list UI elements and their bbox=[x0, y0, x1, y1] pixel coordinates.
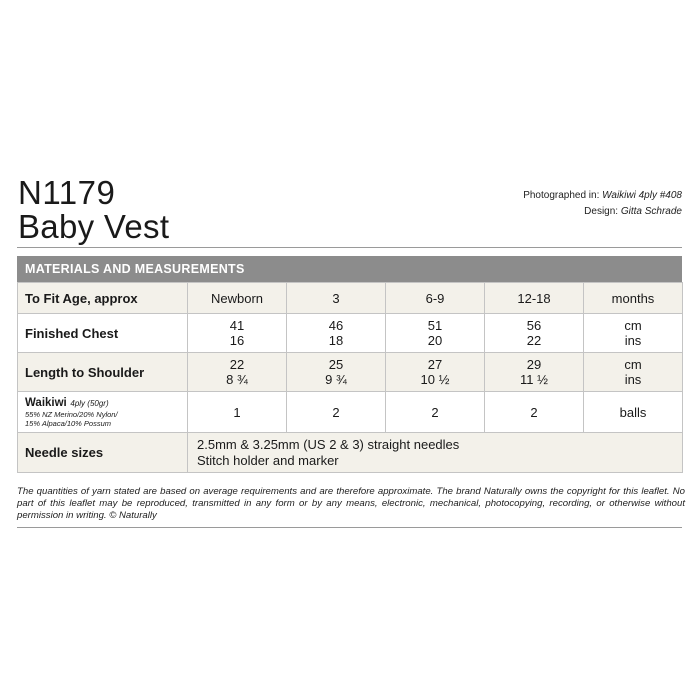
length-cell bbox=[485, 353, 584, 392]
pattern-name: Baby Vest bbox=[18, 208, 170, 245]
table-row bbox=[18, 314, 683, 353]
row-label-needles: Needle sizes bbox=[18, 433, 188, 473]
balls-cell: 2 bbox=[485, 392, 584, 433]
balls-cell: 2 bbox=[386, 392, 485, 433]
chest-ins: 22 bbox=[526, 333, 542, 348]
chest-cell bbox=[188, 314, 287, 353]
balls-cell: 1 bbox=[188, 392, 287, 433]
size-cell: Newborn bbox=[188, 283, 287, 314]
chest-cm: 46 bbox=[328, 318, 344, 333]
design-line bbox=[523, 204, 682, 220]
table-row bbox=[18, 353, 683, 392]
unit-ins: ins bbox=[624, 372, 642, 387]
footer-divider bbox=[17, 527, 682, 528]
table-row bbox=[18, 392, 683, 433]
unit-cell bbox=[584, 314, 683, 353]
row-label-length: Length to Shoulder bbox=[18, 353, 188, 392]
photographed-label: Photographed in: bbox=[523, 190, 600, 201]
length-cm: 27 bbox=[427, 357, 443, 372]
photographed-value: Waikiwi 4ply #408 bbox=[602, 190, 682, 201]
design-label: Design: bbox=[584, 206, 619, 217]
header-divider bbox=[17, 247, 682, 248]
unit-cell: balls bbox=[584, 392, 683, 433]
unit-cell bbox=[584, 353, 683, 392]
chest-ins: 16 bbox=[229, 333, 245, 348]
length-ins: 10 ½ bbox=[420, 372, 450, 387]
yarn-label-cell bbox=[18, 392, 188, 433]
pattern-title-block bbox=[18, 176, 169, 244]
length-cm: 29 bbox=[526, 357, 542, 372]
needles-line1: 2.5mm & 3.25mm (US 2 & 3) straight needles bbox=[197, 436, 460, 452]
chest-cell bbox=[485, 314, 584, 353]
length-cm: 22 bbox=[229, 357, 245, 372]
yarn-name: Waikiwi bbox=[25, 397, 67, 409]
needles-line2: Stitch holder and marker bbox=[197, 452, 339, 468]
photographed-line bbox=[523, 188, 682, 204]
row-label-age: To Fit Age, approx bbox=[18, 283, 188, 314]
pattern-credits bbox=[523, 188, 682, 220]
chest-cm: 51 bbox=[427, 318, 443, 333]
size-cell: 3 bbox=[287, 283, 386, 314]
unit-cell: months bbox=[584, 283, 683, 314]
chest-ins: 20 bbox=[427, 333, 443, 348]
chest-cell bbox=[386, 314, 485, 353]
needles-cell bbox=[188, 433, 683, 473]
length-cell bbox=[188, 353, 287, 392]
yarn-weight: 4ply (50gr) bbox=[70, 399, 109, 408]
length-ins: 11 ½ bbox=[520, 372, 548, 387]
table-row bbox=[18, 433, 683, 473]
materials-table bbox=[17, 282, 683, 473]
design-value: Gitta Schrade bbox=[620, 206, 682, 217]
chest-cm: 56 bbox=[526, 318, 542, 333]
length-ins: 9 ¾ bbox=[325, 372, 347, 387]
length-cm: 25 bbox=[328, 357, 344, 372]
balls-cell: 2 bbox=[287, 392, 386, 433]
table-row bbox=[18, 283, 683, 314]
pattern-code: N1179 bbox=[18, 174, 116, 211]
section-header: MATERIALS AND MEASUREMENTS bbox=[17, 256, 682, 282]
length-cell bbox=[386, 353, 485, 392]
length-cell bbox=[287, 353, 386, 392]
unit-cm: cm bbox=[624, 318, 642, 333]
unit-cm: cm bbox=[624, 357, 642, 372]
yarn-fibre-line1: 55% NZ Merino/20% Nylon/ bbox=[25, 410, 118, 419]
chest-cm: 41 bbox=[229, 318, 245, 333]
chest-cell bbox=[287, 314, 386, 353]
size-cell: 12-18 bbox=[485, 283, 584, 314]
size-cell: 6-9 bbox=[386, 283, 485, 314]
chest-ins: 18 bbox=[328, 333, 344, 348]
yarn-fibre-line2: 15% Alpaca/10% Possum bbox=[25, 419, 112, 428]
copyright-footnote: The quantities of yarn stated are based on average requirements and are therefore approximate. The brand Naturally owns the copyright for this leaflet. No part of this leaflet may be reproduced, transmitted in any form or by any means, electronic, mechanical, photocopying, recording, or otherwise without permission in writing. © Naturally bbox=[17, 486, 685, 522]
unit-ins: ins bbox=[624, 333, 642, 348]
row-label-chest: Finished Chest bbox=[18, 314, 188, 353]
length-ins: 8 ¾ bbox=[226, 372, 248, 387]
